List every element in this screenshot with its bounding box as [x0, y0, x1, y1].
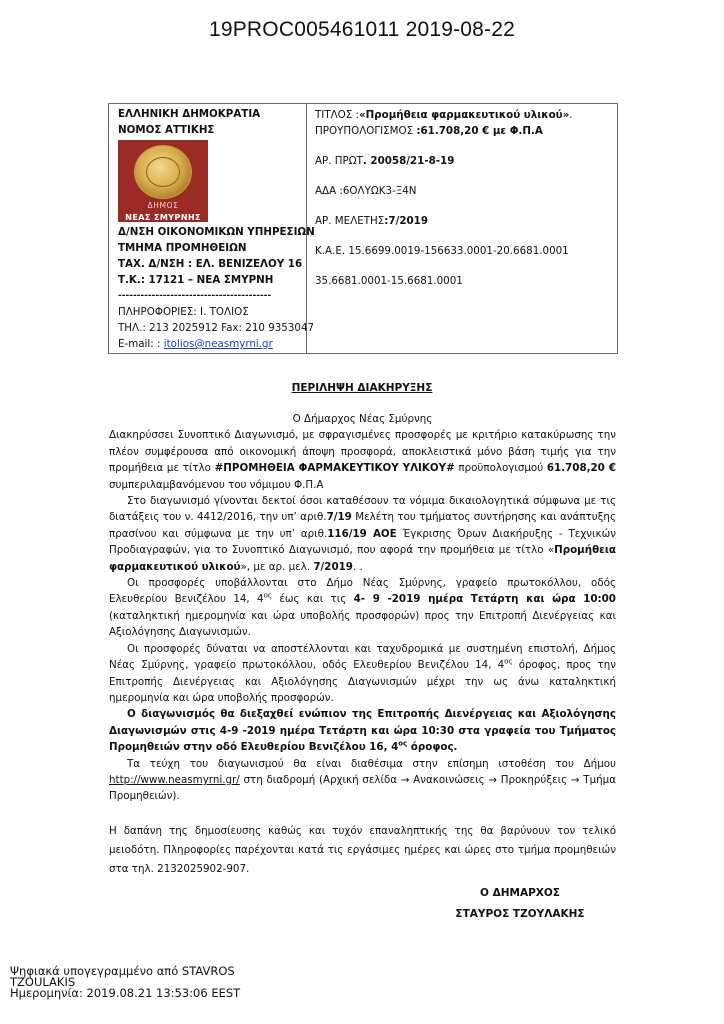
- title-end: .: [569, 109, 573, 121]
- p5-text: Ο διαγωνισμός θα διεξαχθεί ενώπιον της Επιτροπής Διενέργειας και Αξιολόγησης Διαγωνισμών στις 4-9 -2019 ημέρα Τετάρτη και ώρα 10:30 στα γραφεία του Τμήματος Προμηθειών στην οδό Ελευθερίου Βενιζέλου 16, 4: [109, 708, 616, 754]
- title-label: ΤΙΤΛΟΣ :: [315, 109, 360, 121]
- p3-text-2: έως και τις: [271, 593, 354, 606]
- digital-signature-line-1: Ψηφιακά υπογεγραμμένο από STAVROS: [10, 964, 235, 978]
- paragraph-6: [109, 756, 616, 805]
- paragraph-2: [109, 493, 616, 575]
- signature-name: ΣΤΑΥΡΟΣ ΤΖΟΥΛΑΚΗΣ: [455, 908, 585, 920]
- contact-person: ΠΛΗΡΟΦΟΡΙΕΣ: Ι. ΤΟΛΙΟΣ: [118, 306, 249, 318]
- p3-deadline: 4- 9 -2019 ημέρα Τετάρτη και ώρα 10:00: [353, 593, 616, 606]
- signature-block: [420, 883, 620, 925]
- p4-sup: ος: [504, 657, 513, 666]
- protocol-value: . 20058/21-8-19: [362, 155, 455, 167]
- header-left-cell: [109, 104, 315, 353]
- paragraph-1: [109, 427, 616, 493]
- digital-signature: [10, 966, 240, 999]
- p3-text-3: (καταληκτική ημερομηνία και ώρα υποβολής προσφορών) προς την Επιτροπή Διενέργειας και Αξιολόγησης Διαγωνισμών.: [109, 609, 616, 639]
- title-row: [315, 107, 617, 123]
- p2-study-ref: 7/2019: [313, 560, 353, 573]
- mayor-intro: Ο Δήμαρχος Νέας Σμύρνης: [292, 413, 433, 425]
- p2-title: Προμήθεια φαρμακευτικού υλικού: [109, 544, 616, 573]
- budget-row: [315, 123, 617, 139]
- p2-text-2: Μελέτη του τμήματος συντήρησης και ανάπτυξης πρασίνου και σύμφωνα με την υπ’ αριθ.: [109, 511, 616, 540]
- digital-signature-line-2: TZOULAKIS: [10, 975, 76, 989]
- prefecture-label: ΝΟΜΟΣ ΑΤΤΙΚΗΣ: [118, 124, 215, 136]
- p4-text-2: όροφος, προς την Επιτροπής Διενέργειας και Αξιολόγησης Διαγωνισμών μέχρι την ως άνω καταληκτική ημερομηνία και ώρα υποβολής προσφορών.: [109, 659, 617, 704]
- p6-text-2: στη διαδρομή (Αρχική σελίδα → Ανακοινώσεις → Προκηρύξεις → Τμήμα Προμηθειών).: [109, 773, 616, 803]
- postal-address: ΤΑΧ. Δ/ΝΣΗ : ΕΛ. ΒΕΝΙΖΕΛΟΥ 16: [118, 258, 303, 270]
- budget-label: ΠΡΟΥΠΟΛΟΓΙΣΜΟΣ: [315, 125, 417, 137]
- p3-sup: ος: [263, 592, 272, 601]
- logo-name-text: ΝΕΑΣ ΣΜΥΡΝΗΣ: [125, 212, 201, 222]
- directorate-label: Δ/ΝΣΗ ΟΙΚΟΝΟΜΙΚΩΝ ΥΠΗΡΕΣΙΩΝ: [118, 226, 315, 238]
- p2-decision-no: 116/19 ΑΟΕ: [327, 527, 397, 540]
- p2-end: . .: [352, 560, 363, 573]
- p2-text-3: Έγκρισης Όρων Διακήρυξης - Τεχνικών Προδιαγραφών, για το Συνοπτικό Διαγωνισμό, που αφορά την προμήθεια με τίτλο «: [109, 527, 616, 557]
- header-right-cell: [307, 104, 617, 353]
- p1-title: #ΠΡΟΜΗΘΕΙΑ ΦΑΡΜΑΚΕΥΤΙΚΟΥ ΥΛΙΚΟΥ#: [214, 462, 455, 475]
- kae-row-2: 35.6681.0001-15.6681.0001: [315, 275, 463, 287]
- email-row: [118, 336, 306, 352]
- kae-row-1: Κ.Α.Ε. 15.6699.0019-156633.0001-20.6681.0001: [315, 245, 569, 257]
- document-body: [109, 411, 616, 879]
- signature-role: Ο ΔΗΜΑΡΧΟΣ: [480, 887, 560, 899]
- p3-text: Οι προσφορές υποβάλλονται στο Δήμο Νέας Σμύρνης, γραφείο πρωτοκόλλου, οδός Ελευθερίου Βενιζέλου 14, 4: [109, 577, 616, 606]
- document-id-stamp: 19PROC005461011 2019-08-22: [208, 18, 516, 41]
- p2-study-no: 7/19: [326, 511, 352, 524]
- study-label: ΑΡ. ΜΕΛΕΤΗΣ: [315, 215, 385, 227]
- budget-value: :61.708,20 € με Φ.Π.Α: [416, 125, 543, 137]
- logo-dimos-text: ΔΗΜΟΣ: [147, 201, 179, 210]
- p2-text-4: », με αρ. μελ.: [240, 560, 314, 573]
- paragraph-7: Η δαπάνη της δημοσίευσης καθώς και τυχόν επαναληπτικής της θα βαρύνουν τον τελικό μειοδότη. Πληροφορίες παρέχονται κατά τις εργάσιμες ημέρες και ώρες στο τμήμα προμηθειών στα τηλ. 2132025902-907.: [109, 824, 616, 875]
- country-label: ΕΛΛΗΝΙΚΗ ΔΗΜΟΚΡΑΤΙΑ: [118, 108, 261, 120]
- protocol-label: ΑΡ. ΠΡΩΤ: [315, 155, 363, 167]
- p5-text-2: όροφος.: [407, 741, 458, 754]
- email-link[interactable]: itolios@neasmyrni.gr: [163, 338, 273, 350]
- paragraph-5: [109, 706, 616, 755]
- ada-row: ΑΔΑ :6ΟΛΥΩΚ3-Ξ4Ν: [315, 185, 417, 197]
- page-title: ΠΕΡΙΛΗΨΗ ΔΙΑΚΗΡΥΞΗΣ: [291, 382, 433, 394]
- department-label: ΤΜΗΜΑ ΠΡΟΜΗΘΕΙΩΝ: [118, 242, 247, 254]
- p6-text: Τα τεύχη του διαγωνισμού θα είναι διαθέσιμα στην επίσημη ιστοθέση του Δήμου: [127, 757, 616, 770]
- p1-text-2: προϋπολογισμού: [454, 462, 547, 475]
- website-link[interactable]: http://www.neasmyrni.gr/: [109, 773, 240, 786]
- title-value: «Προμήθεια φαρμακευτικού υλικού»: [359, 109, 570, 121]
- paragraph-4: [109, 641, 616, 707]
- header-table: [108, 103, 618, 354]
- protocol-row: [315, 153, 617, 169]
- digital-signature-date: Ημερομηνία: 2019.08.21 13:53:06 EEST: [10, 986, 241, 1000]
- study-row: [315, 213, 617, 229]
- p1-amount: 61.708,20 €: [546, 462, 616, 475]
- study-value: :7/2019: [384, 215, 428, 227]
- p1-text-3: συμπεριλαμβανόμενου του νόμιμου Φ.Π.Α: [109, 478, 324, 491]
- p5-sup: ος: [398, 739, 408, 748]
- paragraph-3: [109, 575, 616, 641]
- separator-line: -----------------------------------------: [118, 291, 272, 301]
- phone-fax: ΤΗΛ.: 213 2025912 Fax: 210 9353047: [118, 322, 315, 334]
- email-label: E-mail: :: [118, 338, 164, 350]
- p4-text: Οι προσφορές δύναται να αποστέλλονται και ταχυδρομικά με συστημένη επιστολή, Δήμος Νέας Σμύρνης, γραφείο πρωτοκόλλου, οδός Ελευθερίου Βενιζέλου 14, 4: [109, 642, 616, 672]
- municipality-seal-icon: [134, 145, 192, 199]
- municipality-logo: [118, 140, 208, 222]
- postal-code: Τ.Κ.: 17121 – ΝΕΑ ΣΜΥΡΝΗ: [118, 274, 274, 286]
- p1-text: Διακηρύσσει Συνοπτικό Διαγωνισμό, με σφραγισμένες προσφορές με κριτήριο κατακύρωσης την πλέον συμφέρουσα από οικονομική άποψη προσφορά, αποκλειστικά μόνο βάση τιμής για την προμήθεια με τίτλο: [109, 429, 616, 475]
- p2-text: Στο διαγωνισμό γίνονται δεκτοί όσοι καταθέσουν τα νόμιμα δικαιολογητικά σύμφωνα με τις διατάξεις του ν. 4412/2016, την υπ’ αριθ.: [109, 495, 616, 524]
